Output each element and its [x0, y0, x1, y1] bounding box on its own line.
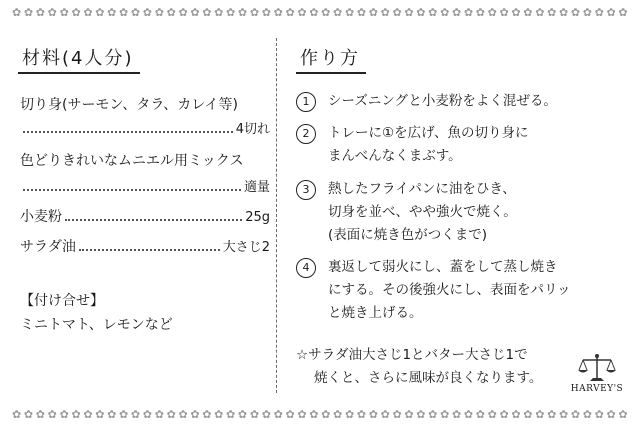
ornament-flower-icon: ✿: [249, 408, 260, 421]
leader-dots: [79, 248, 220, 251]
ornament-flower-icon: ✿: [119, 6, 129, 19]
step-3: [296, 178, 616, 247]
ornament-flower-icon: ✿: [558, 408, 569, 421]
step-text: [328, 256, 570, 325]
ornament-flower-icon: ✿: [487, 408, 497, 421]
ornament-flower-icon: ✿: [344, 408, 355, 421]
ornament-flower-icon: ✿: [190, 408, 200, 421]
ornament-flower-icon: ✿: [416, 6, 426, 19]
ornament-flower-icon: ✿: [344, 6, 355, 19]
ornament-flower-icon: ✿: [214, 6, 224, 19]
ornament-flower-icon: ✿: [178, 6, 188, 19]
ornament-flower-icon: ✿: [23, 408, 34, 421]
ingredient-name: 小麦粉: [20, 209, 62, 225]
ornament-flower-icon: ✿: [582, 6, 592, 19]
ornament-flower-icon: ✿: [237, 6, 248, 19]
ornament-flower-icon: ✿: [202, 408, 212, 421]
ornament-flower-icon: ✿: [71, 408, 81, 421]
ornament-flower-icon: ✿: [249, 6, 260, 19]
ornament-flower-icon: ✿: [297, 408, 307, 421]
ingredient-amount-row: [20, 118, 270, 137]
ornament-flower-icon: ✿: [594, 6, 604, 19]
step-line: まんべんなくまぶす。: [328, 148, 462, 164]
ornament-flower-icon: ✿: [71, 6, 81, 19]
ornament-flower-icon: ✿: [297, 6, 307, 19]
ornament-flower-icon: ✿: [618, 408, 628, 421]
ornament-flower-icon: ✿: [35, 408, 45, 421]
ornament-flower-icon: ✿: [428, 6, 438, 19]
step-1: [296, 90, 616, 113]
ornament-flower-icon: ✿: [547, 6, 557, 19]
step-line: 熱したフライパンに油をひき、: [328, 181, 516, 197]
ornament-flower-icon: ✿: [428, 408, 438, 421]
ornament-flower-icon: ✿: [95, 6, 105, 19]
ornament-flower-icon: ✿: [440, 6, 450, 19]
method-heading: 作り方: [296, 44, 366, 74]
step-2: [296, 122, 616, 168]
ornament-flower-icon: ✿: [475, 408, 485, 421]
ornament-flower-icon: ✿: [261, 408, 271, 421]
ornament-flower-icon: ✿: [119, 408, 129, 421]
ornament-flower-icon: ✿: [451, 6, 462, 19]
ornament-flower-icon: ✿: [237, 408, 248, 421]
ornament-flower-icon: ✿: [416, 408, 426, 421]
ornament-flower-icon: ✿: [47, 408, 57, 421]
ornament-flower-icon: ✿: [333, 6, 343, 19]
ingredient-amount: 適量: [243, 180, 270, 195]
ornament-flower-icon: ✿: [23, 6, 34, 19]
step-line: 切身を並べ、やや強火で焼く。: [328, 204, 517, 220]
ingredient-row: [20, 236, 270, 256]
ornament-flower-icon: ✿: [83, 408, 93, 421]
ornament-flower-icon: ✿: [59, 6, 69, 19]
ornament-flower-icon: ✿: [226, 6, 236, 19]
ornament-flower-icon: ✿: [47, 6, 57, 19]
step-line: (表面に焼き色がつくまで): [328, 227, 488, 243]
leader-dots: [23, 188, 241, 191]
ornament-flower-icon: ✿: [130, 6, 141, 19]
ornament-flower-icon: ✿: [368, 6, 378, 19]
step-number-badge: 2: [296, 124, 316, 144]
ornament-flower-icon: ✿: [511, 6, 521, 19]
ornament-flower-icon: ✿: [309, 6, 319, 19]
step-4: [296, 256, 616, 325]
ornament-flower-icon: ✿: [12, 408, 22, 421]
step-line: 裏返して弱火にし、蓋をして蒸し焼き: [328, 259, 558, 275]
ornament-flower-icon: ✿: [499, 6, 509, 19]
ornament-flower-icon: ✿: [107, 6, 117, 19]
ingredient-amount-row: [20, 176, 270, 195]
ornament-flower-icon: ✿: [499, 408, 509, 421]
step-line: シーズニングと小麦粉をよく混ぜる。: [328, 93, 557, 109]
tip-line: 焼くと、さらに風味が良くなります。: [314, 370, 543, 386]
step-number-badge: 1: [296, 92, 316, 112]
tip-line: ☆サラダ油大さじ1とバター大さじ1で: [296, 347, 528, 363]
ornament-flower-icon: ✿: [618, 6, 628, 19]
ornament-flower-icon: ✿: [166, 6, 176, 19]
ornament-flower-icon: ✿: [570, 408, 581, 421]
ornament-flower-icon: ✿: [59, 408, 69, 421]
ornament-flower-icon: ✿: [154, 6, 164, 19]
ornament-flower-icon: ✿: [273, 408, 283, 421]
ornament-flower-icon: ✿: [166, 408, 176, 421]
ornament-flower-icon: ✿: [107, 408, 117, 421]
scales-icon: [577, 352, 617, 384]
ornament-flower-icon: ✿: [440, 408, 450, 421]
ornament-flower-icon: ✿: [606, 6, 616, 19]
step-text: [328, 122, 529, 168]
ornament-flower-icon: ✿: [202, 6, 212, 19]
ornament-flower-icon: ✿: [404, 408, 414, 421]
ornament-flower-icon: ✿: [380, 6, 390, 19]
ornament-flower-icon: ✿: [392, 6, 402, 19]
ornament-flower-icon: ✿: [523, 6, 533, 19]
ornament-flower-icon: ✿: [95, 408, 105, 421]
ingredient-name: 切り身(サーモン、タラ、カレイ等): [20, 97, 238, 113]
ornament-flower-icon: ✿: [321, 408, 331, 421]
ornament-flower-icon: ✿: [451, 408, 462, 421]
ornament-flower-icon: ✿: [606, 408, 616, 421]
step-text: [328, 178, 517, 247]
ornament-flower-icon: ✿: [535, 408, 545, 421]
ornament-flower-icon: ✿: [142, 6, 153, 19]
leader-dots: [23, 130, 233, 133]
ornament-flower-icon: ✿: [130, 408, 141, 421]
ornament-flower-icon: ✿: [404, 6, 414, 19]
step-number-badge: 4: [296, 258, 316, 278]
ornament-flower-icon: ✿: [463, 408, 474, 421]
ornament-flower-icon: ✿: [570, 6, 581, 19]
ornament-flower-icon: ✿: [142, 408, 153, 421]
ornament-flower-icon: ✿: [463, 6, 474, 19]
ornament-flower-icon: ✿: [261, 6, 271, 19]
ingredient-row: [20, 206, 270, 226]
ornament-flower-icon: ✿: [333, 408, 343, 421]
ornament-flower-icon: ✿: [380, 408, 390, 421]
ornament-flower-icon: ✿: [594, 408, 604, 421]
top-ornament-border: [12, 6, 628, 20]
bottom-ornament-border: [12, 408, 628, 422]
ornament-flower-icon: ✿: [35, 6, 45, 19]
ornament-flower-icon: ✿: [511, 408, 521, 421]
ornament-flower-icon: ✿: [487, 6, 497, 19]
garnish-text: ミニトマト、レモンなど: [20, 317, 173, 333]
ingredients-heading: 材料(4人分): [18, 44, 140, 74]
ingredient-name: 色どりきれいなムニエル用ミックス: [20, 153, 244, 169]
ornament-flower-icon: ✿: [547, 408, 557, 421]
ornament-flower-icon: ✿: [475, 6, 485, 19]
ornament-flower-icon: ✿: [214, 408, 224, 421]
ornament-flower-icon: ✿: [356, 6, 367, 19]
ingredient-amount: 25g: [245, 210, 270, 225]
ornament-flower-icon: ✿: [285, 408, 295, 421]
garnish-heading: 【付け合せ】: [20, 293, 104, 309]
ingredient-amount: 大さじ2: [222, 240, 270, 255]
step-line: トレーに①を広げ、魚の切り身に: [328, 125, 529, 141]
ornament-flower-icon: ✿: [321, 6, 331, 19]
step-text: [328, 90, 557, 113]
brand-name: HARVEY'S: [570, 384, 624, 394]
ornament-flower-icon: ✿: [285, 6, 295, 19]
brand-logo: [568, 352, 626, 394]
ingredient-name: サラダ油: [20, 239, 76, 255]
ornament-flower-icon: ✿: [190, 6, 200, 19]
ornament-flower-icon: ✿: [83, 6, 93, 19]
column-divider: [276, 38, 277, 393]
ornament-flower-icon: ✿: [392, 408, 402, 421]
ingredient-amount: 4切れ: [235, 122, 270, 137]
ornament-flower-icon: ✿: [273, 6, 283, 19]
tip-note: [296, 344, 596, 390]
ornament-flower-icon: ✿: [582, 408, 592, 421]
ornament-flower-icon: ✿: [309, 408, 319, 421]
ornament-flower-icon: ✿: [154, 408, 164, 421]
step-line: と焼き上げる。: [328, 305, 423, 321]
ornament-flower-icon: ✿: [368, 408, 378, 421]
step-line: にする。その後強火にし、表面をパリッ: [328, 282, 571, 298]
step-number-badge: 3: [296, 180, 316, 200]
ornament-flower-icon: ✿: [226, 408, 236, 421]
leader-dots: [65, 218, 242, 221]
ornament-flower-icon: ✿: [178, 408, 188, 421]
ornament-flower-icon: ✿: [12, 6, 22, 19]
ornament-flower-icon: ✿: [356, 408, 367, 421]
ornament-flower-icon: ✿: [558, 6, 569, 19]
ornament-flower-icon: ✿: [523, 408, 533, 421]
ornament-flower-icon: ✿: [535, 6, 545, 19]
